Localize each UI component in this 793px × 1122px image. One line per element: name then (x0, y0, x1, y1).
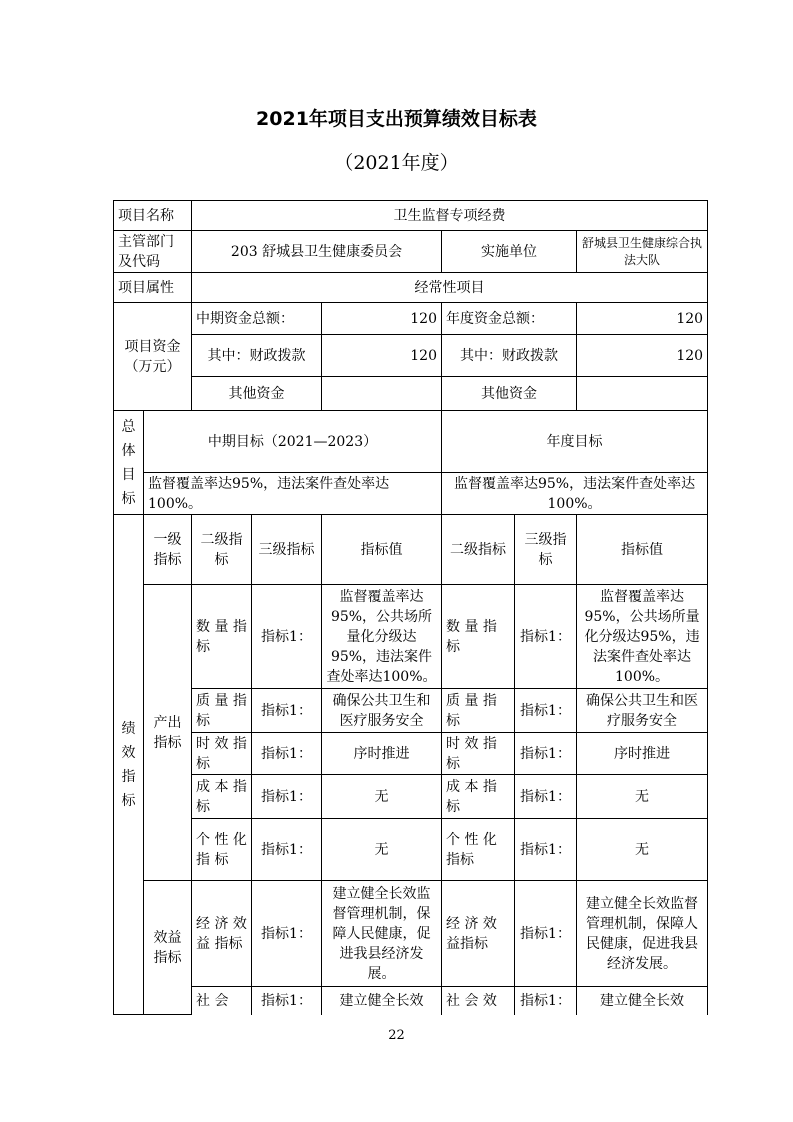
row-mid-level3: 指标1： (252, 987, 322, 1015)
row-yr-value: 无 (577, 819, 708, 881)
benefit-indicator-label: 效益指标 (144, 881, 192, 1015)
row-yr-level2: 质 量 指标 (442, 689, 515, 733)
mid-total-label: 中期资金总额： (192, 303, 322, 335)
row-mid-value: 建立健全长效监督管理机制，保障人民健康，促进我县经济发展。 (322, 881, 442, 987)
page-number: 22 (388, 1028, 405, 1043)
row-yr-value: 序时推进 (577, 733, 708, 775)
perf-indicator-label: 绩效指标 (114, 515, 144, 1015)
row-funds-other (114, 377, 708, 411)
header-yr-level3: 三级指标 (515, 515, 577, 585)
mid-target-header: 中期目标（2021—2023） (144, 411, 442, 473)
row-mid-level3: 指标1： (252, 585, 322, 689)
row-yr-level3: 指标1： (515, 775, 577, 819)
row-mid-value: 序时推进 (322, 733, 442, 775)
mid-other-label: 其他资金 (192, 377, 322, 411)
row-yr-level3: 指标1： (515, 585, 577, 689)
attr-label: 项目属性 (114, 273, 192, 303)
row-project-name (114, 201, 708, 231)
row-funds-fiscal (114, 335, 708, 377)
table-row (114, 733, 708, 775)
overall-target-label: 总体目标 (114, 411, 144, 515)
impl-label: 实施单位 (442, 231, 577, 273)
header-mid-value: 指标值 (322, 515, 442, 585)
row-mid-level2: 个 性 化 指 标 (192, 819, 252, 881)
row-overall-header (114, 411, 708, 473)
year-fiscal-label: 其中：财政拨款 (442, 335, 577, 377)
row-yr-level2: 经 济 效 益指标 (442, 881, 515, 987)
document-subtitle: （2021年度） (334, 152, 459, 174)
project-name-value: 卫生监督专项经费 (192, 201, 708, 231)
year-fiscal-value: 120 (577, 335, 708, 377)
row-yr-level3: 指标1： (515, 881, 577, 987)
row-mid-level3: 指标1： (252, 881, 322, 987)
impl-value: 舒城县卫生健康综合执法大队 (577, 231, 708, 273)
year-total-label: 年度资金总额： (442, 303, 577, 335)
header-yr-level2: 二级指标 (442, 515, 515, 585)
attr-value: 经常性项目 (192, 273, 708, 303)
row-mid-level3: 指标1： (252, 733, 322, 775)
table-row (114, 689, 708, 733)
mid-other-value (322, 377, 442, 411)
row-department (114, 231, 708, 273)
project-name-label: 项目名称 (114, 201, 192, 231)
year-target-header: 年度目标 (442, 411, 708, 473)
row-mid-value: 无 (322, 775, 442, 819)
row-overall-text (114, 473, 708, 515)
row-mid-value: 无 (322, 819, 442, 881)
row-mid-value: 监督覆盖率达95%，公共场所量化分级达95%，违法案件查处率达100%。 (322, 585, 442, 689)
mid-total-value: 120 (322, 303, 442, 335)
row-mid-level2: 社 会 (192, 987, 252, 1015)
performance-target-table (113, 200, 708, 1015)
dept-value: 203 舒城县卫生健康委员会 (192, 231, 442, 273)
mid-fiscal-value: 120 (322, 335, 442, 377)
row-yr-level2: 社 会 效 (442, 987, 515, 1015)
row-mid-level3: 指标1： (252, 819, 322, 881)
row-yr-level3: 指标1： (515, 733, 577, 775)
year-other-value (577, 377, 708, 411)
output-indicator-label: 产出指标 (144, 585, 192, 881)
row-yr-value: 监督覆盖率达95%，公共场所量化分级达95%，违法案件查处率达100%。 (577, 585, 708, 689)
row-mid-level3: 指标1： (252, 775, 322, 819)
row-mid-value: 确保公共卫生和医疗服务安全 (322, 689, 442, 733)
year-target-text: 监督覆盖率达95%，违法案件查处率达100%。 (442, 473, 708, 515)
row-yr-level3: 指标1： (515, 987, 577, 1015)
row-attribute (114, 273, 708, 303)
table-row (114, 881, 708, 987)
table-row (114, 987, 708, 1015)
row-yr-value: 无 (577, 775, 708, 819)
row-mid-level2: 质 量 指标 (192, 689, 252, 733)
dept-label: 主管部门及代码 (114, 231, 192, 273)
row-yr-level3: 指标1： (515, 819, 577, 881)
table-row (114, 819, 708, 881)
row-yr-level2: 数 量 指标 (442, 585, 515, 689)
row-yr-level2: 成 本 指标 (442, 775, 515, 819)
row-mid-level3: 指标1： (252, 689, 322, 733)
row-yr-value: 建立健全长效 (577, 987, 708, 1015)
header-mid-level3: 三级指标 (252, 515, 322, 585)
row-mid-value: 建立健全长效 (322, 987, 442, 1015)
document-title: 2021年项目支出预算绩效目标表 (256, 108, 537, 130)
row-indicator-headers (114, 515, 708, 585)
funds-label: 项目资金（万元） (114, 303, 192, 411)
row-mid-level2: 数 量 指标 (192, 585, 252, 689)
year-total-value: 120 (577, 303, 708, 335)
table-row (114, 585, 708, 689)
header-yr-value: 指标值 (577, 515, 708, 585)
row-yr-value: 建立健全长效监督管理机制，保障人民健康，促进我县经济发展。 (577, 881, 708, 987)
row-funds-total (114, 303, 708, 335)
row-yr-level2: 时 效 指标 (442, 733, 515, 775)
row-yr-value: 确保公共卫生和医疗服务安全 (577, 689, 708, 733)
row-yr-level2: 个 性 化 指标 (442, 819, 515, 881)
table-row (114, 775, 708, 819)
year-other-label: 其他资金 (442, 377, 577, 411)
row-mid-level2: 经 济 效 益 指标 (192, 881, 252, 987)
row-yr-level3: 指标1： (515, 689, 577, 733)
mid-fiscal-label: 其中：财政拨款 (192, 335, 322, 377)
mid-target-text: 监督覆盖率达95%，违法案件查处率达100%。 (144, 473, 442, 515)
row-mid-level2: 时 效 指标 (192, 733, 252, 775)
row-mid-level2: 成 本 指标 (192, 775, 252, 819)
header-mid-level2: 二级指标 (192, 515, 252, 585)
header-level1: 一级指标 (144, 515, 192, 585)
